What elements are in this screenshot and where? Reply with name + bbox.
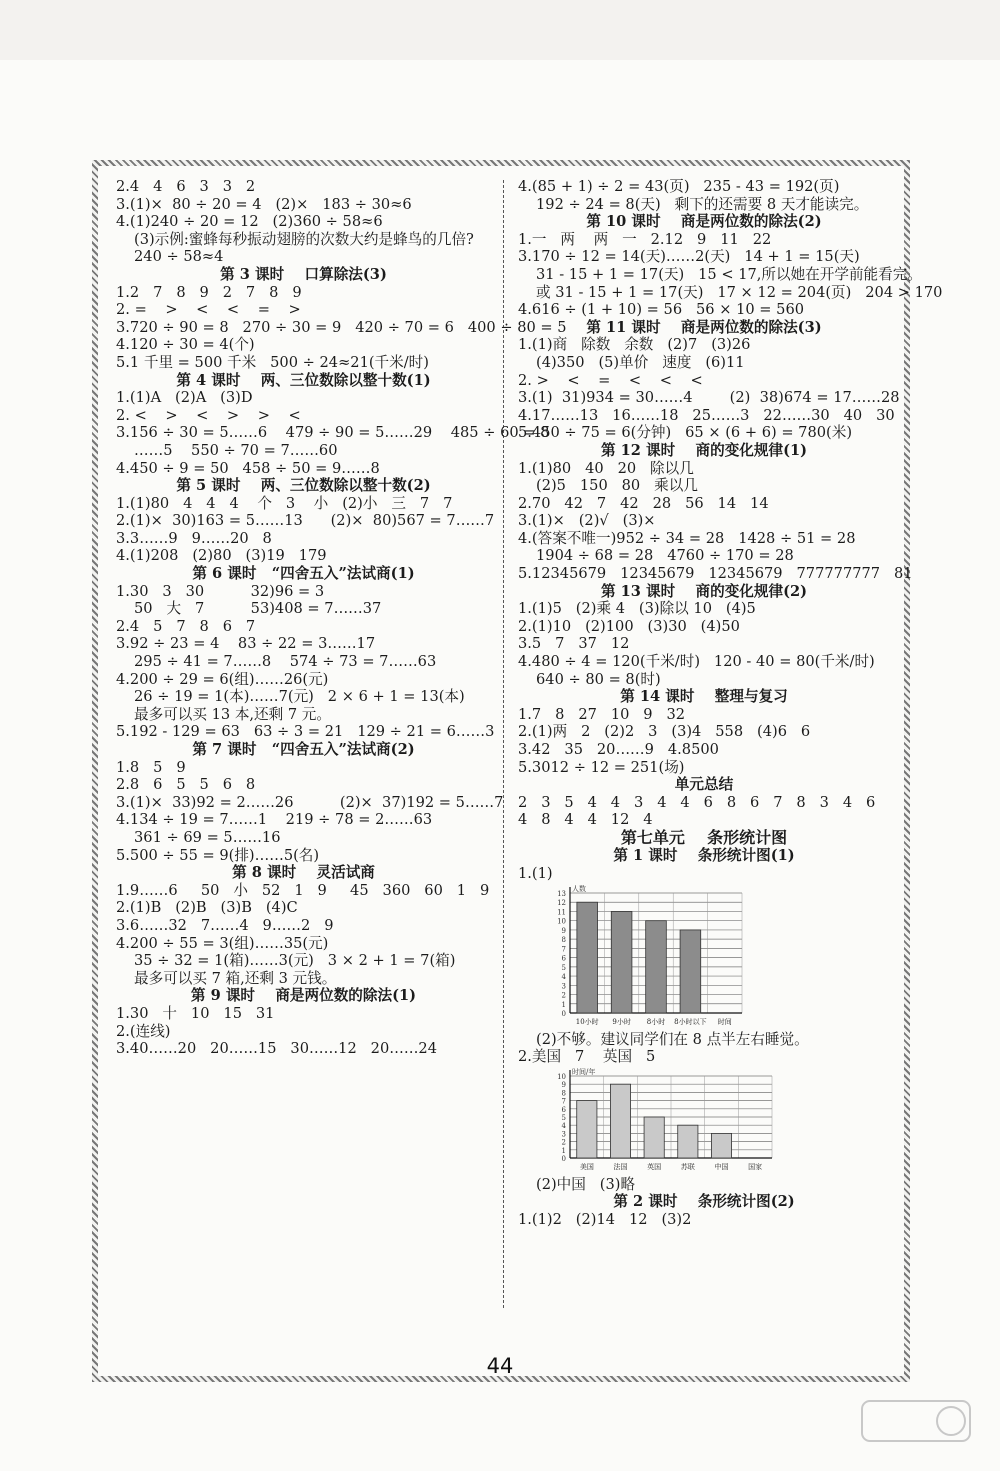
answer-line: 1.30 十 10 15 31 bbox=[116, 1004, 275, 1022]
answer-line: 或 31 - 15 + 1 = 17(天) 17 × 12 = 204(页) 204 > 170 bbox=[536, 283, 943, 301]
answer-line: 5.450 ÷ 75 = 6(分钟) 65 × (6 + 6) = 780(米) bbox=[518, 424, 853, 442]
lesson-heading: 第 3 课时 口算除法(3) bbox=[220, 265, 387, 283]
answer-line: 4.200 ÷ 55 = 3(组)……35(元) bbox=[116, 934, 329, 952]
y-tick-label: 12 bbox=[557, 898, 566, 907]
x-tick-label: 10小时 bbox=[575, 1017, 599, 1026]
answer-line: 295 ÷ 41 = 7……8 574 ÷ 73 = 7……63 bbox=[134, 653, 437, 671]
y-tick-label: 9 bbox=[561, 926, 566, 935]
lesson-heading: 单元总结 bbox=[674, 776, 734, 794]
x-tick-label: 苏联 bbox=[680, 1162, 695, 1171]
bar-苏联 bbox=[678, 1125, 698, 1158]
answer-line: 1.(1) bbox=[518, 865, 553, 883]
answer-line: (2)5 150 80 乘以几 bbox=[536, 477, 698, 495]
bar-美国 bbox=[577, 1100, 597, 1157]
answer-line: 2.(1)10 (2)100 (3)30 (4)50 bbox=[518, 617, 740, 635]
answer-line: 1.8 5 9 bbox=[116, 758, 186, 776]
answer-line: 1.2 7 8 9 2 7 8 9 bbox=[116, 283, 302, 301]
answer-line: 3.(1)× 80 ÷ 20 = 4 (2)× 183 ÷ 30≈6 bbox=[116, 195, 412, 213]
answer-line: 3.(1)× (2)√ (3)× bbox=[518, 512, 656, 530]
answer-line: ……5 550 ÷ 70 = 7……60 bbox=[134, 441, 338, 459]
answer-line: 3.170 ÷ 12 = 14(天)……2(天) 14 + 1 = 15(天) bbox=[518, 248, 860, 266]
answer-line: 1.(1)80 4 4 4 个 3 小 (2)小 三 7 7 bbox=[116, 494, 453, 512]
answer-line: 2.70 42 7 42 28 56 14 14 bbox=[518, 494, 769, 512]
y-tick-label: 3 bbox=[561, 981, 566, 990]
y-axis-label: 人数 bbox=[572, 884, 586, 893]
answer-line: 最多可以买 13 本,还剩 7 元。 bbox=[134, 705, 331, 723]
lesson-heading: 第 2 课时 条形统计图(2) bbox=[613, 1193, 795, 1211]
y-tick-label: 7 bbox=[561, 945, 566, 954]
bar-10小时 bbox=[577, 902, 598, 1013]
x-tick-label: 8小时以下 bbox=[674, 1017, 707, 1026]
answer-line: 4.(1)240 ÷ 20 = 12 (2)360 ÷ 58≈6 bbox=[116, 213, 383, 231]
answer-line: 640 ÷ 80 = 8(时) bbox=[536, 670, 661, 688]
x-tick-label: 中国 bbox=[714, 1162, 729, 1171]
lesson-heading: 第 12 课时 商的变化规律(1) bbox=[600, 441, 808, 459]
answer-line: 192 ÷ 24 = 8(天) 剩下的还需要 8 天才能读完。 bbox=[536, 195, 869, 213]
answer-line: 3.(1)× 33)92 = 2……26 (2)× 37)192 = 5……7 bbox=[116, 793, 504, 811]
right-column bbox=[518, 178, 943, 1229]
y-tick-label: 4 bbox=[561, 1122, 566, 1131]
answer-line: 4.(答案不唯一)952 ÷ 34 = 28 1428 ÷ 51 = 28 bbox=[518, 529, 856, 547]
bar-chart-2 bbox=[548, 1066, 778, 1176]
answer-line: 1904 ÷ 68 = 28 4760 ÷ 170 = 28 bbox=[536, 547, 794, 565]
left-column bbox=[116, 178, 567, 1058]
y-axis-label: 时间/年 bbox=[572, 1067, 596, 1076]
answer-line: 最多可以买 7 箱,还剩 3 元钱。 bbox=[134, 969, 337, 987]
answer-line: 5.1 千里 = 500 千米 500 ÷ 24≈21(千米/时) bbox=[116, 353, 429, 371]
answer-line: 3.92 ÷ 23 = 4 83 ÷ 22 = 3……17 bbox=[116, 635, 376, 653]
answer-line: 2.4 5 7 8 6 7 bbox=[116, 617, 256, 635]
lesson-heading: 第 8 课时 灵活试商 bbox=[232, 864, 375, 882]
answer-line: 4.450 ÷ 9 = 50 458 ÷ 50 = 9……8 bbox=[116, 459, 380, 477]
answer-line: 5.192 - 129 = 63 63 ÷ 3 = 21 129 ÷ 21 = 6……3 bbox=[116, 723, 495, 741]
answer-line: 26 ÷ 19 = 1(本)……7(元) 2 × 6 + 1 = 13(本) bbox=[134, 688, 465, 706]
y-tick-label: 7 bbox=[561, 1097, 566, 1106]
y-tick-label: 13 bbox=[557, 889, 566, 898]
answer-line: 2.4 4 6 3 3 2 bbox=[116, 178, 256, 195]
answer-line: 5.12345679 12345679 12345679 777777777 81 bbox=[518, 565, 913, 583]
y-tick-label: 6 bbox=[561, 954, 566, 963]
answer-line: 2.(连线) bbox=[116, 1022, 171, 1040]
column-divider bbox=[503, 180, 504, 1308]
answer-line: 5.500 ÷ 55 = 9(排)……5(名) bbox=[116, 846, 320, 864]
answer-line: 4.120 ÷ 30 = 4(个) bbox=[116, 336, 255, 354]
answer-line: (2)中国 (3)略 bbox=[536, 1175, 636, 1193]
answer-line: 3.42 35 20……9 4.8500 bbox=[518, 741, 719, 758]
y-tick-label: 1 bbox=[561, 1146, 566, 1155]
answer-line: 35 ÷ 32 = 1(箱)……3(元) 3 × 2 + 1 = 7(箱) bbox=[134, 952, 456, 970]
y-tick-label: 8 bbox=[561, 1089, 566, 1098]
bar-中国 bbox=[711, 1133, 731, 1158]
lesson-heading: 第 13 课时 商的变化规律(2) bbox=[600, 582, 808, 600]
answer-line: 2.(1)× 30)163 = 5……13 (2)× 80)567 = 7……7 bbox=[116, 512, 495, 530]
x-tick-label: 美国 bbox=[579, 1162, 594, 1171]
answer-line: 1.(1)5 (2)乘 4 (3)除以 10 (4)5 bbox=[518, 600, 756, 618]
answer-line: 3.(1) 31)934 = 30……4 (2) 38)674 = 17……28 bbox=[518, 389, 900, 407]
x-tick-label: 国家 bbox=[748, 1162, 763, 1171]
y-tick-label: 3 bbox=[561, 1130, 566, 1139]
x-tick-label: 时间 bbox=[717, 1017, 732, 1026]
lesson-heading: 第 11 课时 商是两位数的除法(3) bbox=[586, 318, 822, 336]
answer-line: 5.3012 ÷ 12 = 251(场) bbox=[518, 758, 685, 776]
answer-line: 2.(1)B (2)B (3)B (4)C bbox=[116, 899, 298, 917]
answer-line: 2. < > < > > < bbox=[116, 406, 301, 424]
answer-line: 4.(1)208 (2)80 (3)19 179 bbox=[116, 547, 327, 565]
lesson-heading: 第 4 课时 两、三位数除以整十数(1) bbox=[176, 371, 431, 389]
answer-line: 4 8 4 4 12 4 bbox=[518, 811, 653, 829]
lesson-heading: 第 5 课时 两、三位数除以整十数(2) bbox=[176, 477, 431, 495]
bar-9小时 bbox=[611, 911, 632, 1013]
unit-heading: 第七单元 条形统计图 bbox=[620, 827, 788, 847]
answer-line: 2 3 5 4 4 3 4 4 6 8 6 7 8 3 4 6 bbox=[518, 793, 876, 811]
answer-line: 2. = > < < = > bbox=[116, 301, 301, 319]
answer-line: 4.(85 + 1) ÷ 2 = 43(页) 235 - 43 = 192(页) bbox=[518, 178, 840, 195]
lesson-heading: 第 7 课时 “四舍五入”法试商(2) bbox=[192, 741, 415, 758]
answer-line: (3)示例:蜜蜂每秒振动翅膀的次数大约是蜂鸟的几倍? bbox=[134, 230, 474, 248]
lesson-heading: 第 1 课时 条形统计图(1) bbox=[613, 847, 795, 865]
answer-line: 2. > < = < < < bbox=[518, 371, 703, 389]
y-tick-label: 10 bbox=[557, 1072, 566, 1081]
y-tick-label: 0 bbox=[561, 1154, 566, 1163]
y-tick-label: 10 bbox=[557, 917, 566, 926]
answer-line: 1.30 3 30 32)96 = 3 bbox=[116, 582, 325, 600]
answer-line: 1.7 8 27 10 9 32 bbox=[518, 705, 686, 723]
y-tick-label: 2 bbox=[561, 991, 566, 1000]
answer-line: 1.一 两 两 一 2.12 9 11 22 bbox=[518, 230, 772, 248]
lesson-heading: 第 6 课时 “四舍五入”法试商(1) bbox=[192, 565, 415, 583]
bar-chart-1 bbox=[548, 883, 748, 1031]
x-tick-label: 9小时 bbox=[612, 1017, 631, 1026]
y-tick-label: 9 bbox=[561, 1081, 566, 1090]
answer-line: 3.156 ÷ 30 = 5……6 479 ÷ 90 = 5……29 485 ÷ 60 = 8 bbox=[116, 424, 550, 442]
answer-line: (2)不够。建议同学们在 8 点半左右睡觉。 bbox=[536, 1030, 809, 1048]
answer-line: 240 ÷ 58≈4 bbox=[134, 248, 224, 266]
x-tick-label: 英国 bbox=[647, 1162, 662, 1171]
answer-line: 3.40……20 20……15 30……12 20……24 bbox=[116, 1040, 437, 1058]
page-number: 44 bbox=[486, 1354, 514, 1378]
bar-8小时以下 bbox=[680, 930, 701, 1013]
answer-line: 4.616 ÷ (1 + 10) = 56 56 × 10 = 560 bbox=[518, 301, 805, 319]
y-tick-label: 4 bbox=[561, 972, 566, 981]
y-tick-label: 5 bbox=[561, 1113, 566, 1122]
y-tick-label: 8 bbox=[561, 935, 566, 944]
y-tick-label: 11 bbox=[557, 908, 566, 917]
bar-英国 bbox=[644, 1117, 664, 1158]
lesson-heading: 第 9 课时 商是两位数的除法(1) bbox=[190, 987, 417, 1005]
answer-line: 2.(1)两 2 (2)2 3 (3)4 558 (4)6 6 bbox=[518, 723, 811, 741]
y-tick-label: 1 bbox=[561, 1000, 566, 1009]
y-tick-label: 6 bbox=[561, 1105, 566, 1114]
answer-line: 2.8 6 5 5 6 8 bbox=[116, 776, 256, 794]
lesson-heading: 第 14 课时 整理与复习 bbox=[620, 688, 788, 706]
answer-line: 31 - 15 + 1 = 17(天) 15 < 17,所以她在开学前能看完。 bbox=[536, 265, 922, 283]
watermark-logo bbox=[856, 1395, 976, 1467]
answer-line: 3.5 7 37 12 bbox=[518, 635, 630, 653]
answer-line: 50 大 7 53)408 = 7……37 bbox=[134, 600, 382, 618]
y-tick-label: 2 bbox=[561, 1138, 566, 1147]
answer-line: 1.(1)2 (2)14 12 (3)2 bbox=[518, 1211, 692, 1229]
y-tick-label: 5 bbox=[561, 963, 566, 972]
answer-line: 361 ÷ 69 = 5……16 bbox=[134, 828, 281, 846]
answer-line: 1.(1)A (2)A (3)D bbox=[116, 389, 253, 407]
answer-line: 3.3……9 9……20 8 bbox=[116, 529, 272, 547]
bar-8小时 bbox=[646, 920, 667, 1012]
answer-line: 4.134 ÷ 19 = 7……1 219 ÷ 78 = 2……63 bbox=[116, 811, 433, 829]
answer-line: 4.480 ÷ 4 = 120(千米/时) 120 - 40 = 80(千米/时) bbox=[518, 653, 875, 671]
answer-line: (4)350 (5)单价 速度 (6)11 bbox=[536, 353, 745, 371]
x-tick-label: 法国 bbox=[613, 1162, 628, 1171]
answer-line: 3.6……32 7……4 9……2 9 bbox=[116, 916, 334, 934]
lesson-heading: 第 10 课时 商是两位数的除法(2) bbox=[586, 213, 822, 231]
answer-line: 2.美国 7 英国 5 bbox=[518, 1048, 656, 1066]
answer-line: 4.200 ÷ 29 = 6(组)……26(元) bbox=[116, 670, 329, 688]
answer-line: 1.(1)80 40 20 除以几 bbox=[518, 459, 694, 477]
bar-法国 bbox=[610, 1084, 630, 1158]
answer-line: 4.17……13 16……18 25……3 22……30 40 30 bbox=[518, 406, 895, 424]
x-tick-label: 8小时 bbox=[646, 1017, 666, 1026]
answer-line: 1.9……6 50 小 52 1 9 45 360 60 1 9 bbox=[116, 881, 490, 899]
answer-line: 3.720 ÷ 90 = 8 270 ÷ 30 = 9 420 ÷ 70 = 6 400 ÷ 80 = 5 bbox=[116, 318, 567, 336]
y-tick-label: 0 bbox=[561, 1009, 566, 1018]
answer-line: 1.(1)商 除数 余数 (2)7 (3)26 bbox=[518, 336, 751, 354]
